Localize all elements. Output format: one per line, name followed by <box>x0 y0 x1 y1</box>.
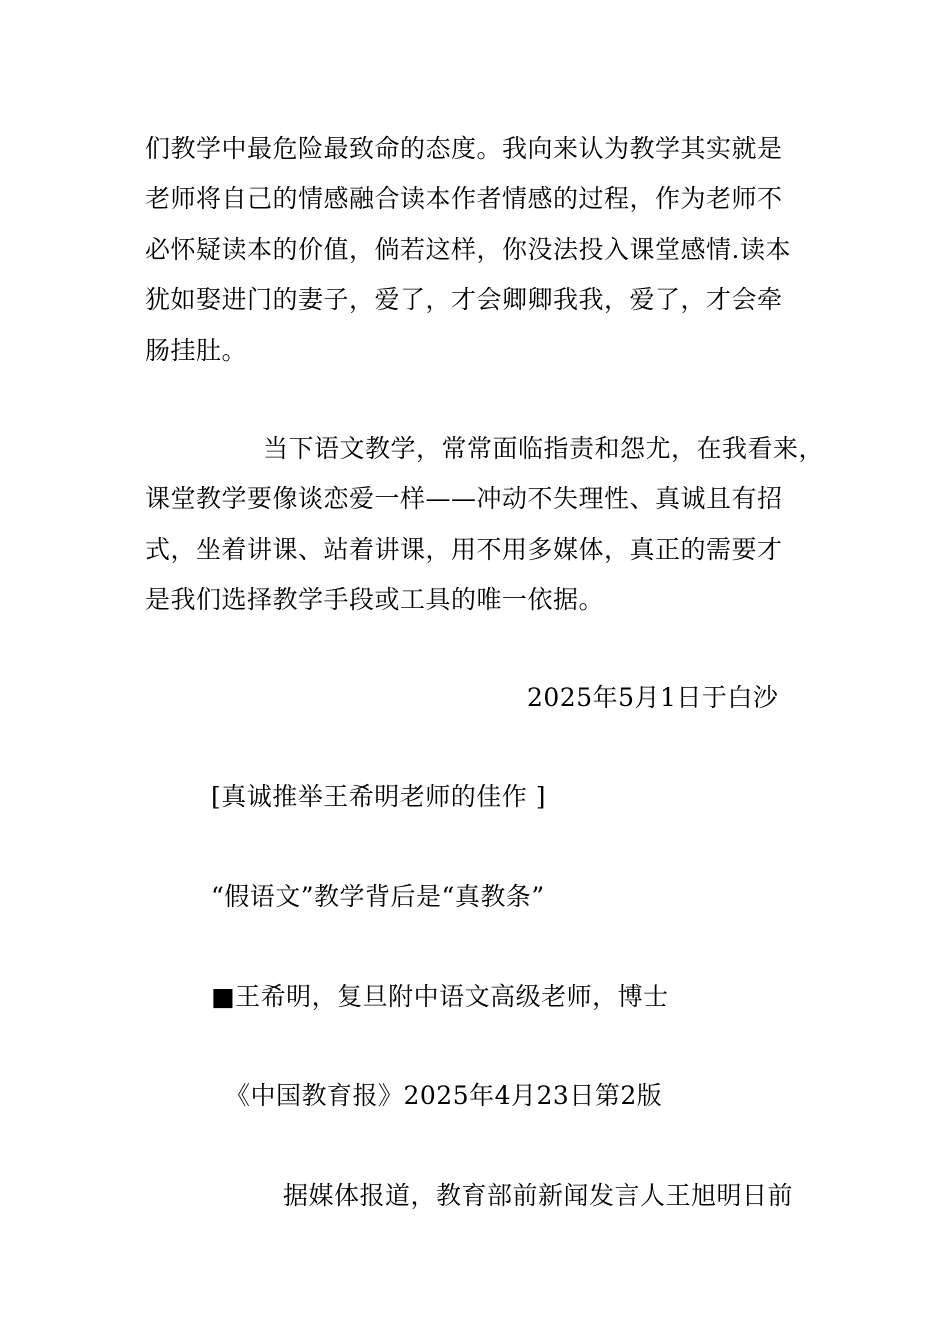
date-signature: 2025年5月1日于白沙 <box>527 683 779 712</box>
paragraph-1-line-1: 们教学中最危险最致命的态度。我向来认为教学其实就是 <box>145 134 783 163</box>
paragraph-1-line-4: 犹如娶进门的妻子，爱了，才会卿卿我我，爱了，才会牵 <box>145 285 783 314</box>
source-line: 《中国教育报》2025年4月23日第2版 <box>225 1081 663 1110</box>
article-title: “假语文”教学背后是“真教条” <box>211 882 545 911</box>
paragraph-2-line-1: 当下语文教学，常常面临指责和怨尤，在我看来， <box>263 434 825 463</box>
paragraph-2-line-3: 式，坐着讲课、站着讲课，用不用多媒体，真正的需要才 <box>145 535 783 564</box>
paragraph-1-line-2: 老师将自己的情感融合读本作者情感的过程，作为老师不 <box>145 184 783 213</box>
paragraph-1-line-3: 必怀疑读本的价值，倘若这样，你没法投入课堂感情.读本 <box>145 235 791 264</box>
recommendation-note: [真诚推举王希明老师的佳作 ] <box>211 782 546 811</box>
paragraph-1-line-5: 肠挂肚。 <box>145 336 248 365</box>
paragraph-2-line-4: 是我们选择教学手段或工具的唯一依据。 <box>145 585 605 614</box>
author-line: ■王希明，复旦附中语文高级老师，博士 <box>211 982 669 1011</box>
paragraph-2-line-2: 课堂教学要像谈恋爱一样——冲动不失理性、真诚且有招 <box>145 484 783 513</box>
body-text-line: 据媒体报道，教育部前新闻发言人王旭明日前 <box>283 1181 794 1210</box>
